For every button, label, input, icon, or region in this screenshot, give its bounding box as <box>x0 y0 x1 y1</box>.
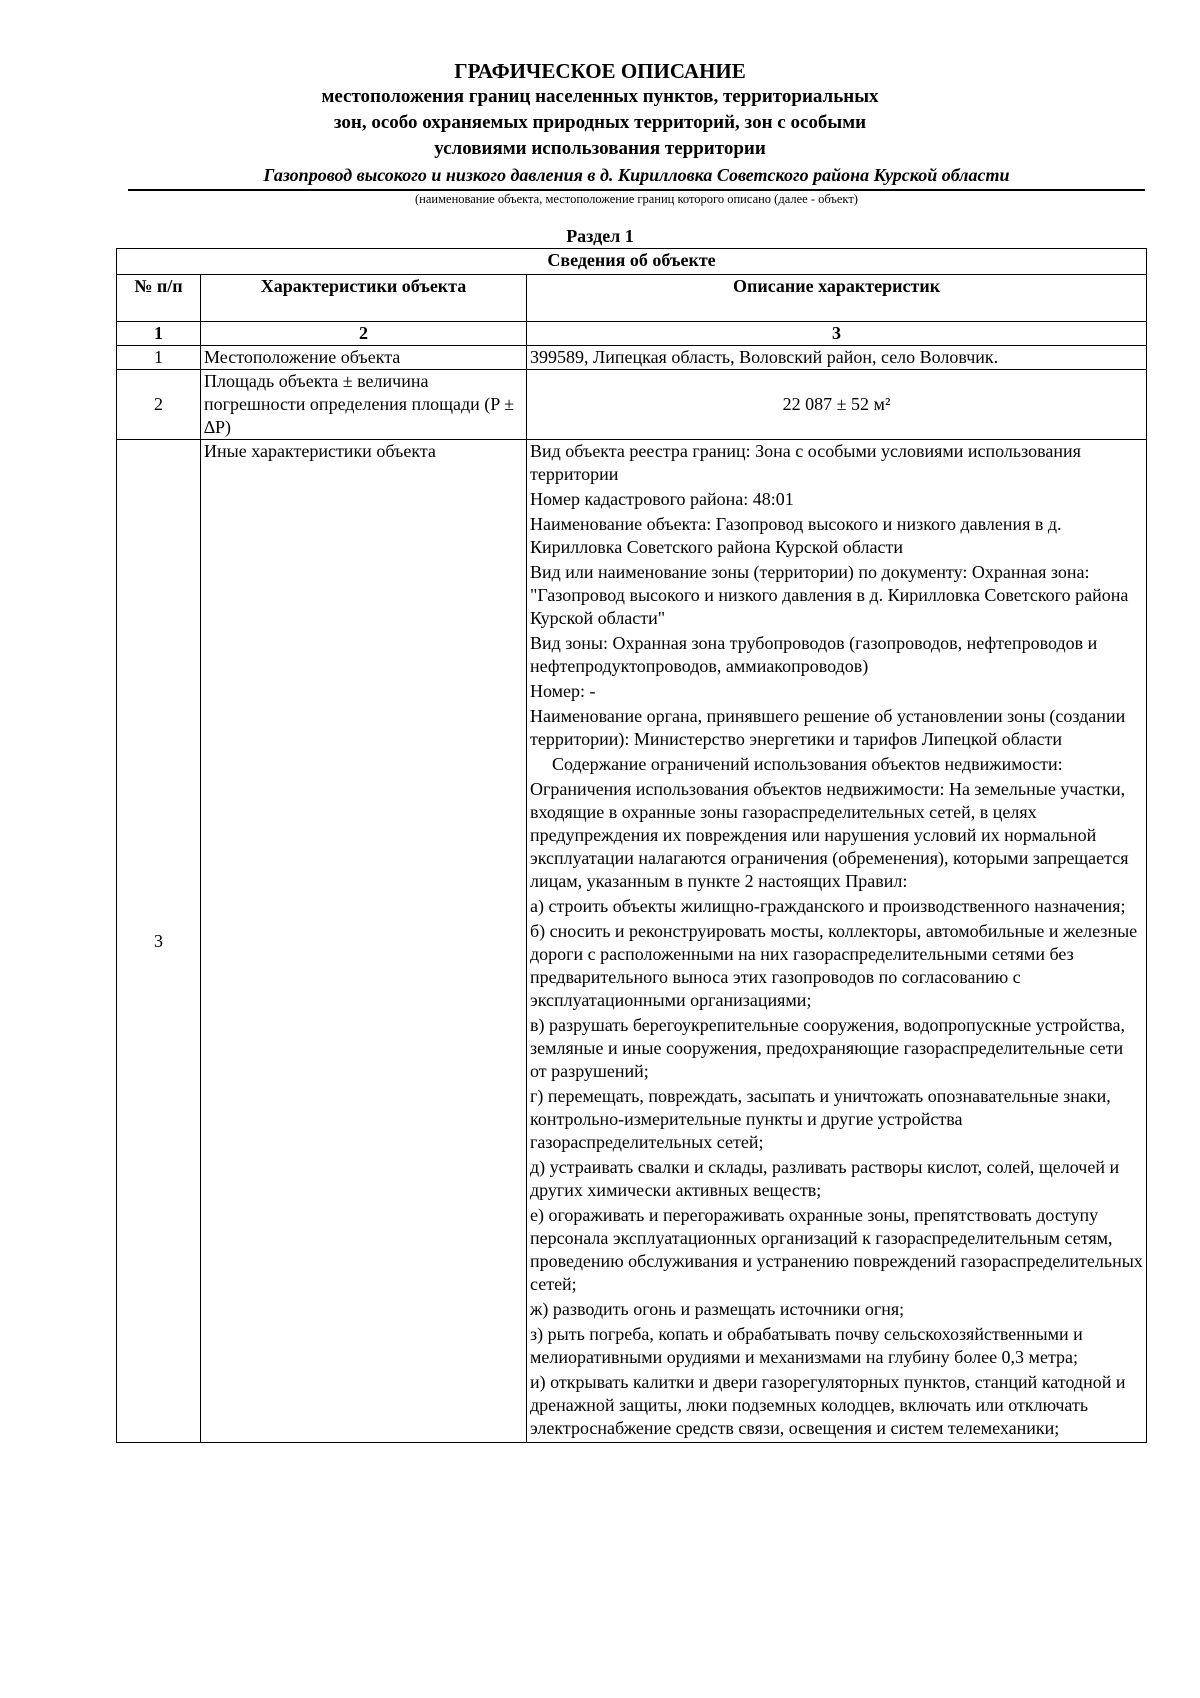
restrictions-heading: Содержание ограничений использования объектов недвижимости: <box>552 754 1063 774</box>
table-title: Сведения об объекте <box>117 249 1147 275</box>
document-subtitle-line-2: зон, особо охраняемых природных территорий, зон с особыми <box>333 112 867 133</box>
object-caption: (наименование объекта, местоположение границ которого описано (далее - объект) <box>415 192 858 206</box>
cadastral-district: Номер кадастрового района: 48:01 <box>530 489 794 509</box>
row-number: 3 <box>117 440 201 1443</box>
document-subtitle-line-1: местоположения границ населенных пунктов, территориальных <box>321 86 879 107</box>
zone-number: Номер: - <box>530 681 596 701</box>
column-number-3: 3 <box>527 322 1147 346</box>
document-header <box>0 58 1200 162</box>
row-description: 399589, Липецкая область, Воловский район, село Воловчик. <box>527 346 1147 370</box>
section-title: Раздел 1 <box>566 226 634 246</box>
object-name: Газопровод высокого и низкого давления в д. Кирилловка Советского района Курской области <box>263 165 1010 185</box>
restriction-item: з) рыть погреба, копать и обрабатывать почву сельскохозяйственными и мелиоративными орудиями и механизмами на глубину более 0,3 метра; <box>530 1324 1083 1367</box>
row-number: 1 <box>117 346 201 370</box>
table-row <box>117 370 1147 440</box>
row-description <box>527 440 1147 1443</box>
registry-type: Вид объекта реестра границ: Зона с особыми условиями использования территории <box>530 441 1081 484</box>
document-subtitle-line-3: условиями использования территории <box>434 138 766 159</box>
header-characteristic: Характеристики объекта <box>201 275 527 322</box>
restriction-item: а) строить объекты жилищно-гражданского и производственного назначения; <box>530 896 1126 916</box>
restriction-item: б) сносить и реконструировать мосты, коллекторы, автомобильные и железные дороги с расположенными на них газораспределительными сетями без предварительного выноса этих газопроводов по согласованию с эксплуатационными организациями; <box>530 921 1138 1010</box>
column-number-row <box>117 322 1147 346</box>
object-title: Наименование объекта: Газопровод высокого и низкого давления в д. Кирилловка Советского района Курской области <box>530 514 1062 557</box>
restrictions-intro: Ограничения использования объектов недвижимости: На земельные участки, входящие в охранные зоны газораспределительных сетей, в целях предупреждения их повреждения или нарушения условий их нормальной эксплуатации налагаются ограничения (обременения), которыми запрещается лицам, указанным в пункте 2 настоящих Правил: <box>530 779 1129 891</box>
document-title: ГРАФИЧЕСКОЕ ОПИСАНИЕ <box>454 59 746 83</box>
row-characteristic: Иные характеристики объекта <box>201 440 527 1443</box>
row-description: 22 087 ± 52 м² <box>527 370 1147 440</box>
restriction-item: в) разрушать берегоукрепительные сооружения, водопропускные устройства, земляные и иные сооружения, предохраняющие газораспределительные сети от разрушений; <box>530 1015 1126 1081</box>
row-characteristic: Местоположение объекта <box>201 346 527 370</box>
restriction-item: ж) разводить огонь и размещать источники огня; <box>530 1299 905 1319</box>
zone-document-name: Вид или наименование зоны (территории) по документу: Охранная зона: "Газопровод высокого и низкого давления в д. Кирилловка Советского района Курской области" <box>530 562 1129 628</box>
table-header-row <box>117 275 1147 322</box>
restriction-item: д) устраивать свалки и склады, разливать растворы кислот, солей, щелочей и других химически активных веществ; <box>530 1157 1120 1200</box>
column-number-1: 1 <box>117 322 201 346</box>
column-number-2: 2 <box>201 322 527 346</box>
row-number: 2 <box>117 370 201 440</box>
table-row <box>117 346 1147 370</box>
header-number: № п/п <box>117 275 201 322</box>
restriction-item: е) огораживать и перегораживать охранные зоны, препятствовать доступу персонала эксплуатационных организаций к газораспределительным сетям, проведению обслуживания и устранению повреждений газораспределительных сетей; <box>530 1205 1143 1294</box>
header-description: Описание характеристик <box>527 275 1147 322</box>
object-info-table <box>116 248 1147 1443</box>
restriction-item: г) перемещать, повреждать, засыпать и уничтожать опознавательные знаки, контрольно-измерительные пункты и другие устройства газораспределительных сетей; <box>530 1086 1111 1152</box>
zone-type: Вид зоны: Охранная зона трубопроводов (газопроводов, нефтепроводов и нефтепродуктопроводов, аммиакопроводов) <box>530 633 1098 676</box>
row-characteristic: Площадь объекта ± величина погрешности определения площади (P ± ∆P) <box>201 370 527 440</box>
authority-name: Наименование органа, принявшего решение об установлении зоны (создании территории): Министерство энергетики и тарифов Липецкой области <box>530 706 1126 749</box>
table-title-row <box>117 249 1147 275</box>
restriction-item: и) открывать калитки и двери газорегуляторных пунктов, станций катодной и дренажной защиты, люки подземных колодцев, включать или отключать электроснабжение средств связи, освещения и систем телемеханики; <box>530 1372 1126 1438</box>
table-row <box>117 440 1147 1443</box>
